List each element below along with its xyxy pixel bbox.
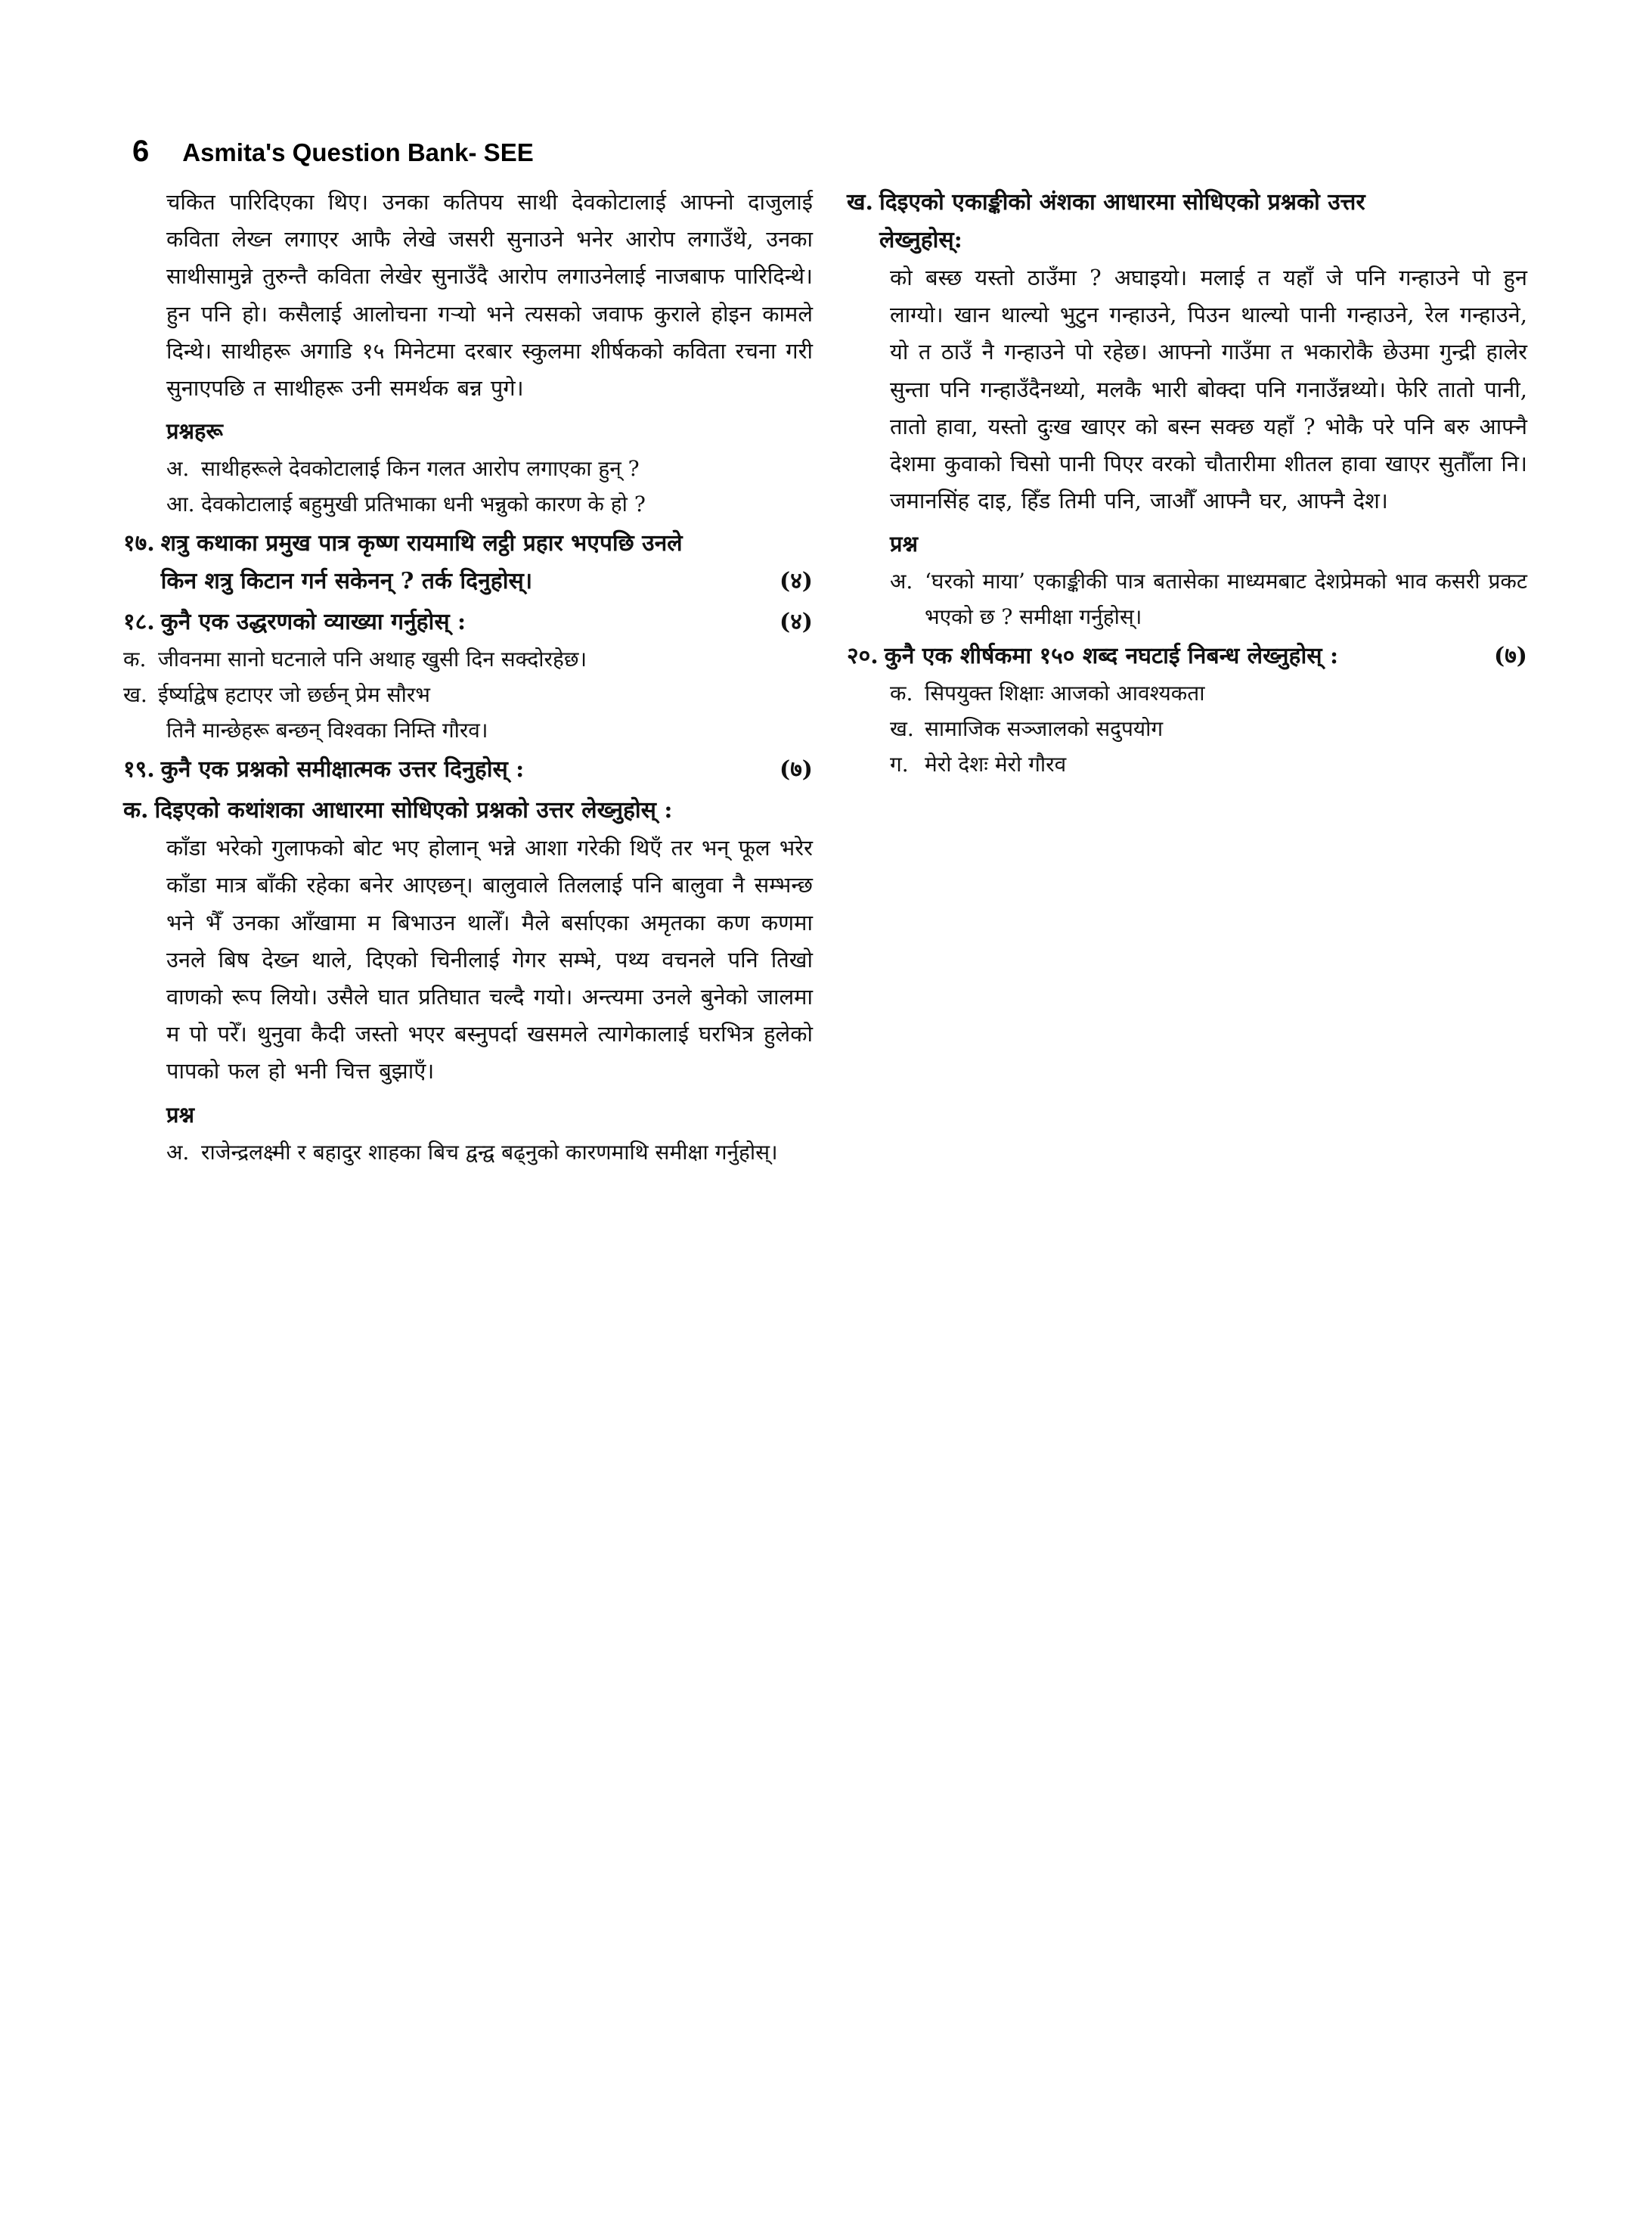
question-text: कुनै एक प्रश्नको समीक्षात्मक उत्तर दिनुहोस् : [160,756,525,783]
question-number: १७. [123,530,155,557]
item-text: साथीहरूले देवकोटालाई किन गलत आरोप लगाएका हुन् ? [201,456,640,482]
item-text: सिपयुक्त शिक्षाः आजको आवश्यकता [925,681,1205,706]
question-item [123,451,813,486]
question-heading: प्रश्न [890,531,919,557]
questions-heading: प्रश्नहरू [166,418,223,445]
essay-topic [847,675,1527,711]
item-label: अ. [890,569,913,594]
item-text: जीवनमा सानो घटनाले पनि अथाह खुसी दिन सक्दोरहेछ। [158,647,587,672]
quote-continuation: तिनै मान्छेहरू बन्छन् विश्वका निम्ति गौरव। [166,718,488,743]
question-number: ख. [847,189,873,216]
essay-topic [847,711,1527,746]
item-label: ग. [890,752,909,777]
question-number: १८. [123,609,155,636]
right-column [847,184,1527,782]
item-text: राजेन्द्रलक्ष्मी र बहादुर शाहका बिच द्वन्द्व बढ्नुको कारणमाथि समीक्षा गर्नुहोस्। [201,1139,778,1165]
question-item [123,1134,813,1170]
question-number: २०. [847,643,879,670]
question-item [123,486,813,522]
item-text: देवकोटालाई बहुमुखी प्रतिभाका धनी भन्नुको कारण के हो ? [201,492,646,517]
item-text: ‘घरको माया’ एकाङ्कीकी पात्र बतासेका माध्यमबाट देशप्रेमको भाव कसरी प्रकट भएको छ ? समीक्षा गर्नुहोस्। [925,569,1527,630]
question-text: किन शत्रु किटान गर्न सकेनन् ? तर्क दिनुहोस्। [160,568,533,595]
question-text: शत्रु कथाका प्रमुख पात्र कृष्ण रायमाथि लट्ठी प्रहार भएपछि उनले [160,530,683,557]
item-text: सामाजिक सञ्जालको सदुपयोग [925,716,1164,742]
item-label: ख. [123,682,147,708]
essay-topic [847,746,1527,782]
quote-item [123,641,813,677]
question-marks: (७) [780,756,813,783]
book-title: Asmita's Question Bank- SEE [182,138,534,166]
intro-paragraph: चकित पारिदिएका थिए। उनका कतिपय साथी देवकोटालाई आफ्नो दाजुलाई कविता लेख्न लगाएर आफै लेखे जसरी सुनाउने भनेर आरोप लगाउँथे, उनका साथीसामुन्ने तुरुन्तै कविता लेखेर सुनाउँदै आरोप लगाउनेलाई नाजबाफ पारिदिन्थे। हुन पनि हो। कसैलाई आलोचना गर्‍यो भने त्यसको जवाफ कुराले होइन कामले दिन्थे। साथीहरू अगाडि १५ मिनेटमा दरबार स्कुलमा शीर्षकको कविता रचना गरी सुनाएपछि त साथीहरू उनी समर्थक बन्न पुगे। [166,189,813,402]
question-text: कुनै एक उद्धरणको व्याख्या गर्नुहोस् : [160,609,466,636]
item-label: आ. [166,492,195,517]
question-text: दिइएको एकाङ्कीको अंशका आधारमा सोधिएको प्रश्नको उत्तर [879,189,1365,216]
item-text: ईर्ष्याद्वेष हटाएर जो छर्छन् प्रेम सौरभ [158,682,430,708]
question-text: लेख्नुहोस्: [879,227,962,253]
page-header [132,135,534,169]
question-19a-heading [123,792,813,830]
page-number: 6 [132,135,150,168]
item-label: क. [890,681,913,706]
item-label: ख. [890,716,914,742]
question-item [847,563,1527,635]
play-excerpt: को बस्छ यस्तो ठाउँमा ? अघाइयो। मलाई त यहाँ जे पनि गन्हाउने पो हुन लाग्यो। खान थाल्यो भुटुन गन्हाउने, पिउन थाल्यो पानी गन्हाउने, रेल गन्हाउने, यो त ठाउँ नै गन्हाउने पो रहेछ। आफ्नो गाउँमा त भकारोकै छेउमा गुन्द्री हालेर सुन्ता पनि गन्हाउँदैनथ्यो, मलकै भारी बोक्दा पनि गनाउँन्नथ्यो। फेरि तातो पानी, तातो हावा, यस्तो दुःख खाएर को बस्न सक्छ यहाँ ? भोकै परे पनि बरु आफ्नै देशमा कुवाको चिसो पानी पिएर वरको चौतारीमा शीतल हावा खाएर सुतौँला नि। जमानसिंह दाइ, हिँड तिमी पनि, जाऔँ आफ्नै घर, आफ्नै देश। [890,265,1527,514]
question-number: १९. [123,756,155,783]
question-20 [847,638,1527,675]
item-text: मेरो देशः मेरो गौरव [925,752,1067,777]
story-excerpt: काँडा भरेको गुलाफको बोट भए होलान् भन्ने आशा गरेकी थिएँ तर भन् फूल भरेर काँडा मात्र बाँकी रहेका बनेर आएछन्। बालुवाले तिललाई पनि बालुवा नै सम्भन्छ भने भैँ उनका आँखामा म बिभाउन थालेँ। मैले बर्साएका अमृतका कण कणमा उनले बिष देख्न थाले, दिएको चिनीलाई गेगर सम्भे, पथ्य वचनले पनि तिखो वाणको रूप लियो। उसैले घात प्रतिघात चल्दै गयो। अन्त्यमा उनले बुनेको जालमा म पो परेँ। थुनुवा कैदी जस्तो भएर बस्नुपर्दा खसमले त्यागेकालाई घरभित्र हुलेको पापको फल हो भनी चित्त बुझाएँ। [166,835,813,1084]
question-17 [123,525,813,600]
question-19b-heading [847,184,1527,259]
item-label: क. [123,647,147,672]
item-label: अ. [166,456,190,482]
question-text: दिइएको कथांशका आधारमा सोधिएको प्रश्नको उत्तर लेख्नुहोस् : [154,797,673,824]
question-text: कुनै एक शीर्षकमा १५० शब्द नघटाई निबन्ध लेख्नुहोस् : [884,643,1339,670]
question-19 [123,751,813,789]
question-number: क. [123,797,149,824]
question-18 [123,603,813,641]
question-marks: (४) [780,568,813,595]
question-heading: प्रश्न [166,1101,195,1128]
left-column [123,184,813,1170]
question-marks: (७) [1494,643,1527,670]
item-label: अ. [166,1139,190,1165]
question-marks: (४) [780,609,813,636]
quote-item [123,677,813,712]
